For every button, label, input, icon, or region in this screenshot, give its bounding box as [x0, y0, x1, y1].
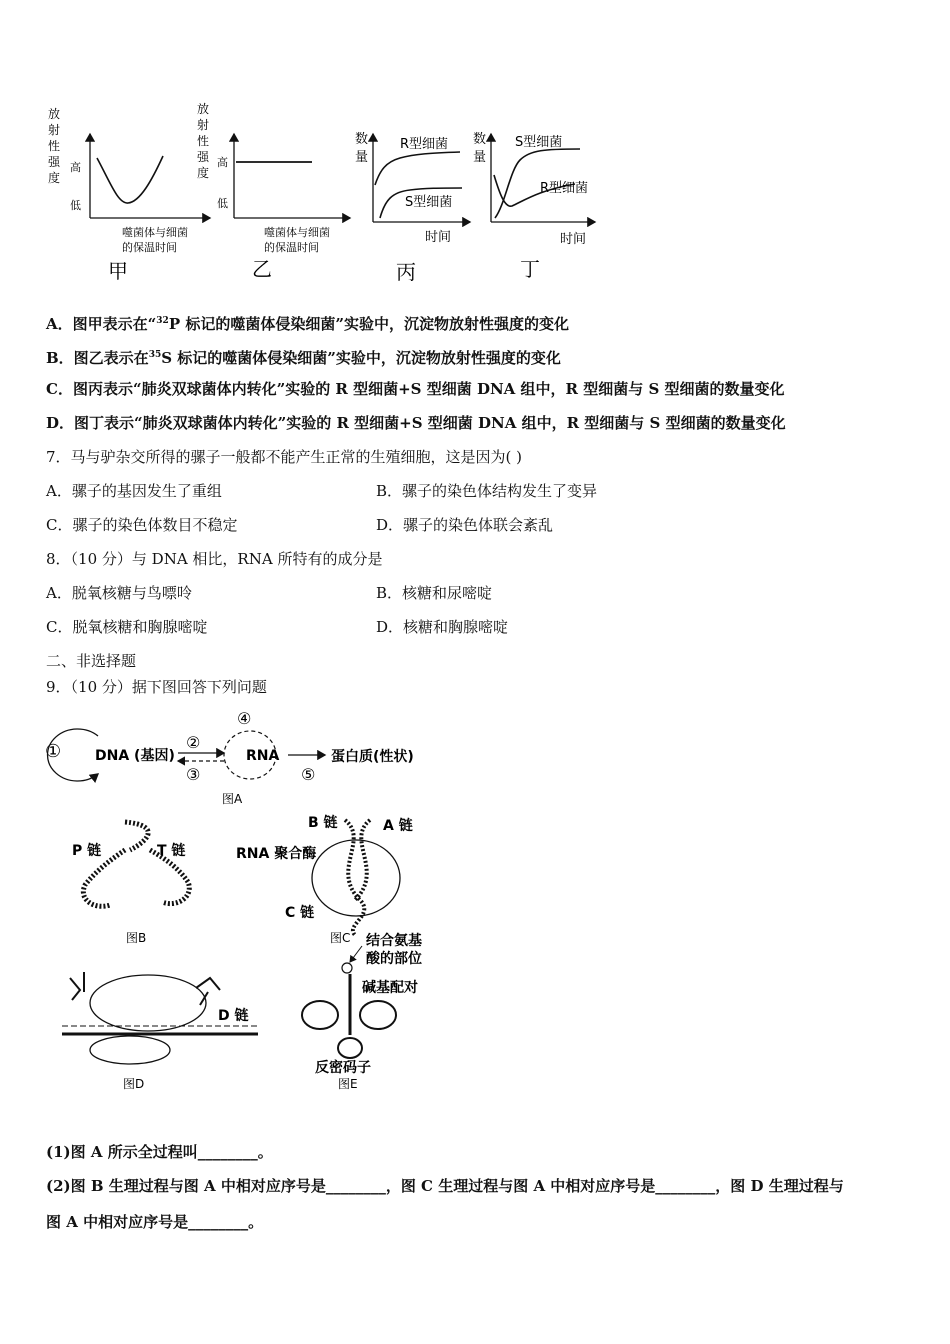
- jia-ylabel-4: 强: [48, 155, 61, 169]
- fig-c-caption: 图C: [330, 931, 351, 945]
- fig-d-caption: 图D: [123, 1077, 145, 1091]
- fig-d-trna-right: [196, 978, 220, 1005]
- fig-a-n2: ②: [186, 733, 201, 752]
- yi-high: 高: [217, 156, 228, 169]
- bing-curve1-label: R型细菌: [400, 137, 449, 152]
- jia-xlabel-1: 噬菌体与细菌: [122, 226, 188, 239]
- fig-d-ribosome-small: [90, 1036, 170, 1064]
- jia-ylabel-2: 射: [48, 123, 61, 137]
- jia-low: 低: [70, 199, 81, 212]
- q7-option-b: B．骡子的染色体结构发生了变异: [376, 482, 598, 500]
- jia-ylabel-1: 放: [48, 107, 61, 121]
- fig-e-anticodon-loop: [338, 1038, 362, 1058]
- fig-a-n5: ⑤: [301, 765, 316, 784]
- q7-option-c: C．骡子的染色体数目不稳定: [46, 516, 238, 534]
- fig-e-caption: 图E: [338, 1077, 358, 1091]
- figure-c: [236, 814, 413, 945]
- fig-a-n1: ①: [45, 741, 62, 762]
- figure-e: [302, 932, 422, 1091]
- q6-option-d: D．图丁表示“肺炎双球菌体内转化”实验的 R 型细菌+S 型细菌 DNA 组中，R 型细菌与 S 型细菌的数量变化: [46, 414, 786, 432]
- fig-b-helix-top: [125, 822, 148, 850]
- bing-ylabel-1: 数: [355, 132, 369, 147]
- fig-a-protein: 蛋白质(性状): [331, 749, 414, 765]
- yi-xlabel-2: 的保温时间: [264, 241, 319, 254]
- yi-ylabel-3: 性: [197, 134, 210, 148]
- fig-e-site-arrow: [350, 946, 362, 962]
- jia-ylabel-5: 度: [48, 171, 61, 185]
- ding-curve2-label: R型细菌: [540, 181, 589, 196]
- q9-sub1: (1)图 A 所示全过程叫________。: [46, 1143, 273, 1161]
- jia-curve: [97, 156, 163, 203]
- fig-c-a-strand: A 链: [383, 818, 413, 834]
- bing-caption: 丙: [396, 260, 416, 284]
- fig-e-d-loop: [302, 1001, 338, 1029]
- q7-stem: 7．马与驴杂交所得的骡子一般都不能产生正常的生殖细胞，这是因为( ): [46, 448, 523, 466]
- q9-stem: 9．（10 分）据下图回答下列问题: [46, 678, 267, 696]
- fig-c-helix-2: [355, 820, 370, 900]
- fig-e-t-loop: [360, 1001, 396, 1029]
- fig-c-c-strand: C 链: [285, 905, 315, 921]
- fig-c-polymerase: RNA 聚合酶: [236, 846, 317, 862]
- q8-option-c: C．脱氧核糖和胸腺嘧啶: [46, 618, 208, 636]
- q8-option-b: B．核糖和尿嘧啶: [376, 584, 493, 602]
- fig-b-p-strand: P 链: [72, 843, 102, 859]
- bing-curve-r: [375, 152, 460, 185]
- section-heading: 二、非选择题: [46, 652, 137, 670]
- q9-sub2-line2: 图 A 中相对应序号是________。: [46, 1213, 264, 1231]
- q9-figures: [0, 700, 950, 1100]
- fig-b-t-strand: T 链: [157, 843, 186, 859]
- q7-option-d: D．骡子的染色体联会紊乱: [376, 516, 554, 534]
- fig-b-caption: 图B: [126, 931, 147, 945]
- jia-high: 高: [70, 161, 81, 174]
- bing-curve2-label: S型细菌: [405, 195, 453, 210]
- fig-d-ribosome-large: [90, 975, 206, 1031]
- graphs-figure: [0, 0, 950, 295]
- fig-d-trna-left: [70, 972, 84, 1000]
- figure-b: [72, 822, 189, 945]
- yi-caption: 乙: [252, 257, 272, 281]
- fig-c-b-strand: B 链: [308, 815, 338, 831]
- bing-xlabel: 时间: [425, 230, 452, 245]
- q6-option-a: A．图甲表示在“$^{32}$P 标记的噬菌体侵染细菌”实验中，沉淀物放射性强度的变化: [46, 315, 569, 333]
- q8-option-a: A．脱氧核糖与鸟嘌呤: [46, 584, 192, 602]
- graph-ding: [473, 131, 595, 281]
- jia-caption: 甲: [108, 259, 128, 283]
- fig-a-rna: RNA: [246, 748, 280, 764]
- yi-low: 低: [217, 197, 228, 210]
- ding-ylabel-1: 数: [473, 132, 487, 147]
- ding-curve1-label: S型细菌: [515, 135, 563, 150]
- bing-ylabel-2: 量: [355, 150, 369, 165]
- jia-ylabel-3: 性: [48, 139, 61, 153]
- fig-e-site-1: 结合氨基: [366, 933, 422, 949]
- yi-ylabel-1: 放: [197, 102, 210, 116]
- fig-e-pairing: 碱基配对: [362, 980, 418, 996]
- q7-option-a: A．骡子的基因发生了重组: [46, 482, 222, 500]
- fig-a-dna: DNA (基因): [95, 748, 175, 764]
- yi-xlabel-1: 噬菌体与细菌: [264, 226, 330, 239]
- fig-a-n3: ③: [186, 765, 201, 784]
- fig-a-n4: ④: [237, 709, 252, 728]
- jia-xlabel-2: 的保温时间: [122, 241, 177, 254]
- q9-sub2-line1: (2)图 B 生理过程与图 A 中相对应序号是________，图 C 生理过程与图 A 中相对应序号是________，图 D 生理过程与: [46, 1177, 844, 1195]
- ding-ylabel-2: 量: [473, 150, 487, 165]
- fig-e-anticodon: 反密码子: [315, 1060, 371, 1076]
- fig-c-polymerase-ellipse: [312, 840, 400, 916]
- figure-a: [45, 709, 414, 806]
- ding-xlabel: 时间: [560, 232, 587, 247]
- graph-jia: [48, 107, 210, 283]
- q6-option-c: C．图丙表示“肺炎双球菌体内转化”实验的 R 型细菌+S 型细菌 DNA 组中，R 型细菌与 S 型细菌的数量变化: [46, 380, 785, 398]
- yi-ylabel-5: 度: [197, 166, 210, 180]
- figure-d: [62, 972, 258, 1091]
- q8-option-d: D．核糖和胸腺嘧啶: [376, 618, 509, 636]
- fig-a-caption: 图A: [222, 792, 243, 806]
- ding-caption: 丁: [520, 257, 540, 281]
- fig-e-acceptor-end: [342, 963, 352, 973]
- q6-option-b: B．图乙表示在$^{35}$S 标记的噬菌体侵染细菌”实验中，沉淀物放射性强度的变化: [46, 349, 561, 367]
- fig-e-site-2: 酸的部位: [366, 951, 422, 967]
- yi-ylabel-4: 强: [197, 150, 210, 164]
- q8-stem: 8．（10 分）与 DNA 相比，RNA 所特有的成分是: [46, 550, 383, 568]
- yi-ylabel-2: 射: [197, 118, 210, 132]
- fig-d-d-strand: D 链: [218, 1008, 249, 1024]
- graph-yi: [197, 102, 350, 281]
- graph-bing: [355, 131, 470, 284]
